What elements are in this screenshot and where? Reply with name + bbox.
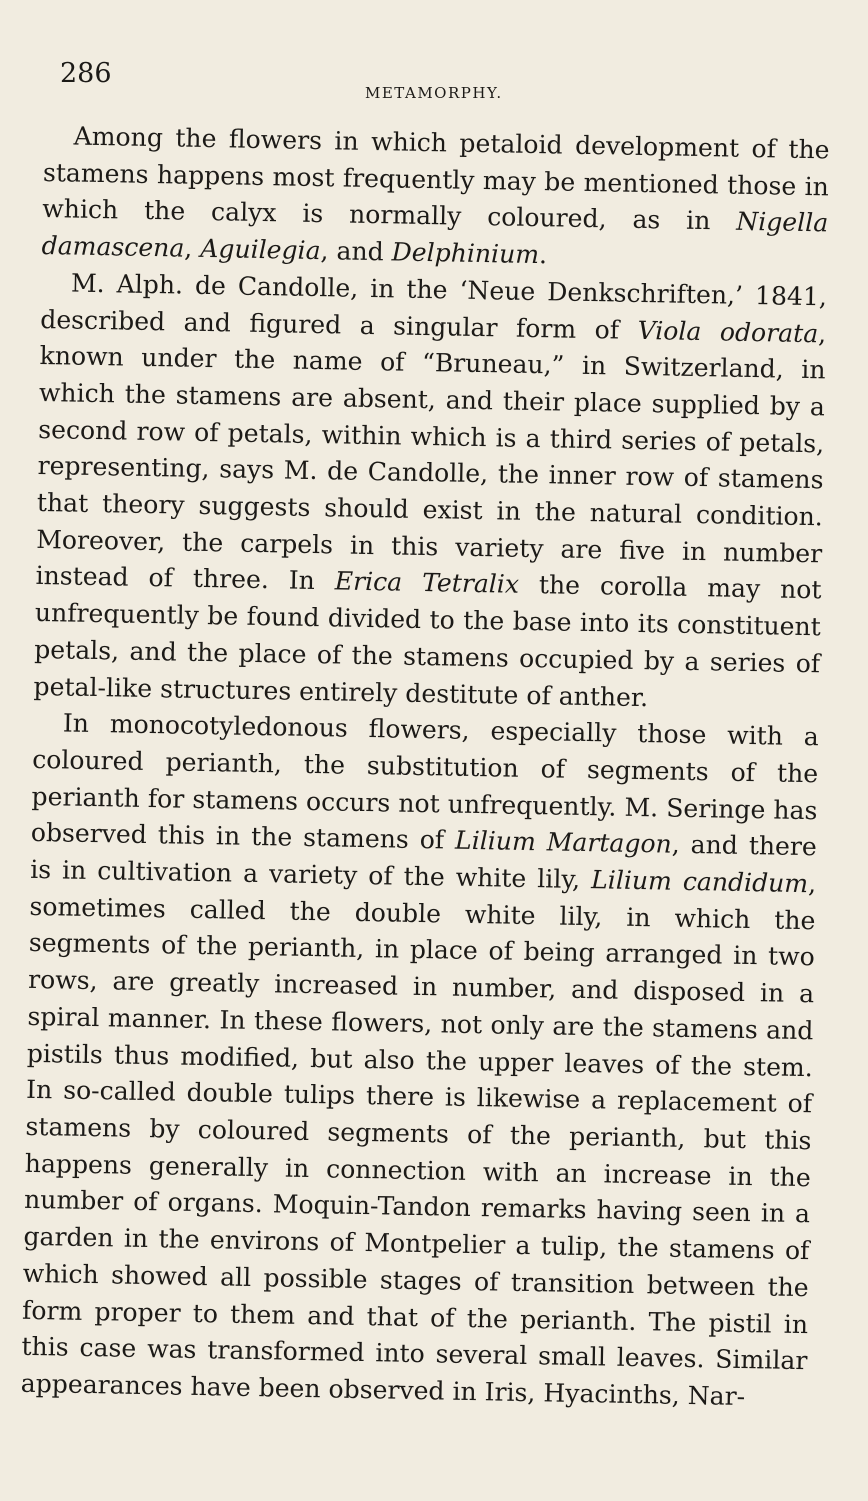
paragraph-2 <box>33 265 827 720</box>
italic-taxon: Lilium Martagon <box>454 826 673 859</box>
page-number: 286 <box>60 58 112 89</box>
text-run: , sometimes called the double white lily, in which the segments of the perianth, in place of being arranged in two rows, are greatly increased in number, and disposed in a spiral manner. In these flowers, not only are the stamens and pistils thus modified, but also the upper leaves of the stem. In so-called double tulips there is likewise a replacement of stamens by coloured segments of the perianth, but this happens generally in connection with an increase in the number of organs. Moquin-Tandon remarks having seen in a garden in the environs of Montpelier a tulip, the stamens of which showed all possible stages of transition between the form proper to them and that of the perianth. The pistil in this case was transformed into several small leaves. Similar appearances have been observed in Iris, Hyacinths, Nar- <box>20 869 817 1411</box>
italic-taxon: Delphinium <box>391 237 540 270</box>
paragraph-3 <box>20 705 819 1417</box>
italic-taxon: Viola odorata <box>637 315 819 348</box>
italic-taxon: Nigella damascena <box>41 207 829 263</box>
text-run: Among the flowers in which petaloid development of the stamens happens most frequently may be mentioned those in which the calyx is normally coloured, as in <box>42 121 830 237</box>
text-run: the corolla may not unfrequently be found divided to the base into its constituent petals, and the place of the stamens occupied by a series of petal-like structures entirely destitute of anther. <box>33 570 822 712</box>
body-text <box>20 118 829 1417</box>
text-run: , and there is in cultivation a variety of the white lily, <box>29 829 818 895</box>
text-run: , <box>184 233 201 263</box>
text-run: In monocotyledonous flowers, especially those with a coloured perianth, the substitution of segments of the perianth for stamens occurs not unfrequently. M. Seringe has observed this in the stamens of <box>30 708 820 856</box>
text-run: , known under the name of “Bruneau,” in Switzerland, in which the stamens are absent, and their place supplied by a second row of petals, within which is a third series of petals, representing, says M. de Candolle, the inner row of stamens that theory suggests should exist in the natural condition. Moreover, the carpels in this variety are five in number instead of three. In <box>35 318 827 596</box>
text-run: M. Alph. de Candolle, in the ‘Neue Denkschriften,’ 1841, described and figured a singular form of <box>40 268 828 345</box>
paragraph-1 <box>41 118 830 279</box>
text-run: . <box>538 240 548 270</box>
running-head: METAMORPHY. <box>365 84 503 102</box>
page-header <box>60 58 830 108</box>
italic-taxon: Erica Tetralix <box>334 566 520 600</box>
italic-taxon: Lilium candidum <box>590 865 809 899</box>
text-run: , and <box>320 236 392 267</box>
italic-taxon: Aguilegia <box>200 233 321 266</box>
